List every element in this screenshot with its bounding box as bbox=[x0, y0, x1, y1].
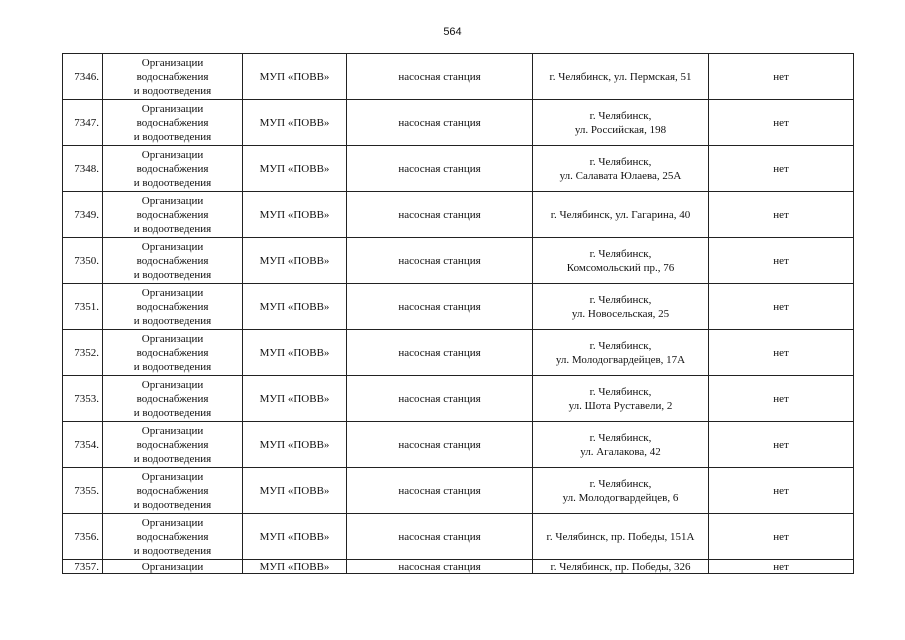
category-cell: Организации водоснабжения и водоотведения bbox=[103, 514, 243, 560]
object-type-cell: насосная станция bbox=[347, 54, 533, 100]
object-type-cell: насосная станция bbox=[347, 100, 533, 146]
organization-cell: МУП «ПОВВ» bbox=[243, 54, 347, 100]
row-number-cell: 7353. bbox=[63, 376, 103, 422]
flag-cell: нет bbox=[709, 238, 854, 284]
registry-table bbox=[62, 53, 854, 574]
flag-cell: нет bbox=[709, 330, 854, 376]
category-cell: Организации водоснабжения и водоотведения bbox=[103, 192, 243, 238]
row-number-cell: 7352. bbox=[63, 330, 103, 376]
flag-cell: нет bbox=[709, 376, 854, 422]
address-cell: г. Челябинск, ул. Гагарина, 40 bbox=[533, 192, 709, 238]
organization-cell: МУП «ПОВВ» bbox=[243, 284, 347, 330]
table-row bbox=[63, 330, 854, 376]
organization-cell: МУП «ПОВВ» bbox=[243, 422, 347, 468]
organization-cell: МУП «ПОВВ» bbox=[243, 100, 347, 146]
row-number-cell: 7350. bbox=[63, 238, 103, 284]
category-cell: Организации водоснабжения и водоотведения bbox=[103, 54, 243, 100]
flag-cell: нет bbox=[709, 422, 854, 468]
address-cell: г. Челябинск, ул. Пермская, 51 bbox=[533, 54, 709, 100]
address-cell: г. Челябинск, ул. Молодогвардейцев, 6 bbox=[533, 468, 709, 514]
address-cell: г. Челябинск, ул. Шота Руставели, 2 bbox=[533, 376, 709, 422]
object-type-cell: насосная станция bbox=[347, 376, 533, 422]
address-cell: г. Челябинск, ул. Салавата Юлаева, 25А bbox=[533, 146, 709, 192]
flag-cell: нет bbox=[709, 100, 854, 146]
row-number-cell: 7357. bbox=[63, 560, 103, 574]
table-row bbox=[63, 100, 854, 146]
row-number-cell: 7349. bbox=[63, 192, 103, 238]
object-type-cell: насосная станция bbox=[347, 284, 533, 330]
organization-cell: МУП «ПОВВ» bbox=[243, 146, 347, 192]
address-cell: г. Челябинск, ул. Новосельская, 25 bbox=[533, 284, 709, 330]
flag-cell: нет bbox=[709, 146, 854, 192]
address-cell: г. Челябинск, пр. Победы, 151А bbox=[533, 514, 709, 560]
object-type-cell: насосная станция bbox=[347, 192, 533, 238]
table-row bbox=[63, 192, 854, 238]
category-cell: Организации водоснабжения и водоотведения bbox=[103, 330, 243, 376]
object-type-cell: насосная станция bbox=[347, 422, 533, 468]
category-cell: Организации bbox=[103, 560, 243, 574]
table-row bbox=[63, 514, 854, 560]
address-cell: г. Челябинск, пр. Победы, 326 bbox=[533, 560, 709, 574]
organization-cell: МУП «ПОВВ» bbox=[243, 192, 347, 238]
address-cell: г. Челябинск, ул. Агалакова, 42 bbox=[533, 422, 709, 468]
object-type-cell: насосная станция bbox=[347, 468, 533, 514]
flag-cell: нет bbox=[709, 468, 854, 514]
organization-cell: МУП «ПОВВ» bbox=[243, 376, 347, 422]
category-cell: Организации водоснабжения и водоотведения bbox=[103, 100, 243, 146]
organization-cell: МУП «ПОВВ» bbox=[243, 560, 347, 574]
table-row bbox=[63, 560, 854, 574]
row-number-cell: 7348. bbox=[63, 146, 103, 192]
category-cell: Организации водоснабжения и водоотведения bbox=[103, 468, 243, 514]
registry-table-body bbox=[63, 54, 854, 574]
table-row bbox=[63, 54, 854, 100]
table-row bbox=[63, 422, 854, 468]
row-number-cell: 7355. bbox=[63, 468, 103, 514]
organization-cell: МУП «ПОВВ» bbox=[243, 514, 347, 560]
row-number-cell: 7354. bbox=[63, 422, 103, 468]
category-cell: Организации водоснабжения и водоотведения bbox=[103, 238, 243, 284]
object-type-cell: насосная станция bbox=[347, 330, 533, 376]
category-cell: Организации водоснабжения и водоотведения bbox=[103, 284, 243, 330]
category-cell: Организации водоснабжения и водоотведения bbox=[103, 146, 243, 192]
table-row bbox=[63, 468, 854, 514]
flag-cell: нет bbox=[709, 284, 854, 330]
object-type-cell: насосная станция bbox=[347, 238, 533, 284]
flag-cell: нет bbox=[709, 514, 854, 560]
table-row bbox=[63, 376, 854, 422]
address-cell: г. Челябинск, Комсомольский пр., 76 bbox=[533, 238, 709, 284]
row-number-cell: 7347. bbox=[63, 100, 103, 146]
page-number: 564 bbox=[443, 26, 462, 38]
object-type-cell: насосная станция bbox=[347, 146, 533, 192]
flag-cell: нет bbox=[709, 560, 854, 574]
flag-cell: нет bbox=[709, 54, 854, 100]
table-row bbox=[63, 284, 854, 330]
address-cell: г. Челябинск, ул. Молодогвардейцев, 17А bbox=[533, 330, 709, 376]
organization-cell: МУП «ПОВВ» bbox=[243, 238, 347, 284]
category-cell: Организации водоснабжения и водоотведения bbox=[103, 376, 243, 422]
row-number-cell: 7356. bbox=[63, 514, 103, 560]
table-row bbox=[63, 146, 854, 192]
organization-cell: МУП «ПОВВ» bbox=[243, 468, 347, 514]
flag-cell: нет bbox=[709, 192, 854, 238]
object-type-cell: насосная станция bbox=[347, 514, 533, 560]
object-type-cell: насосная станция bbox=[347, 560, 533, 574]
row-number-cell: 7346. bbox=[63, 54, 103, 100]
table-row bbox=[63, 238, 854, 284]
organization-cell: МУП «ПОВВ» bbox=[243, 330, 347, 376]
row-number-cell: 7351. bbox=[63, 284, 103, 330]
address-cell: г. Челябинск, ул. Российская, 198 bbox=[533, 100, 709, 146]
category-cell: Организации водоснабжения и водоотведения bbox=[103, 422, 243, 468]
